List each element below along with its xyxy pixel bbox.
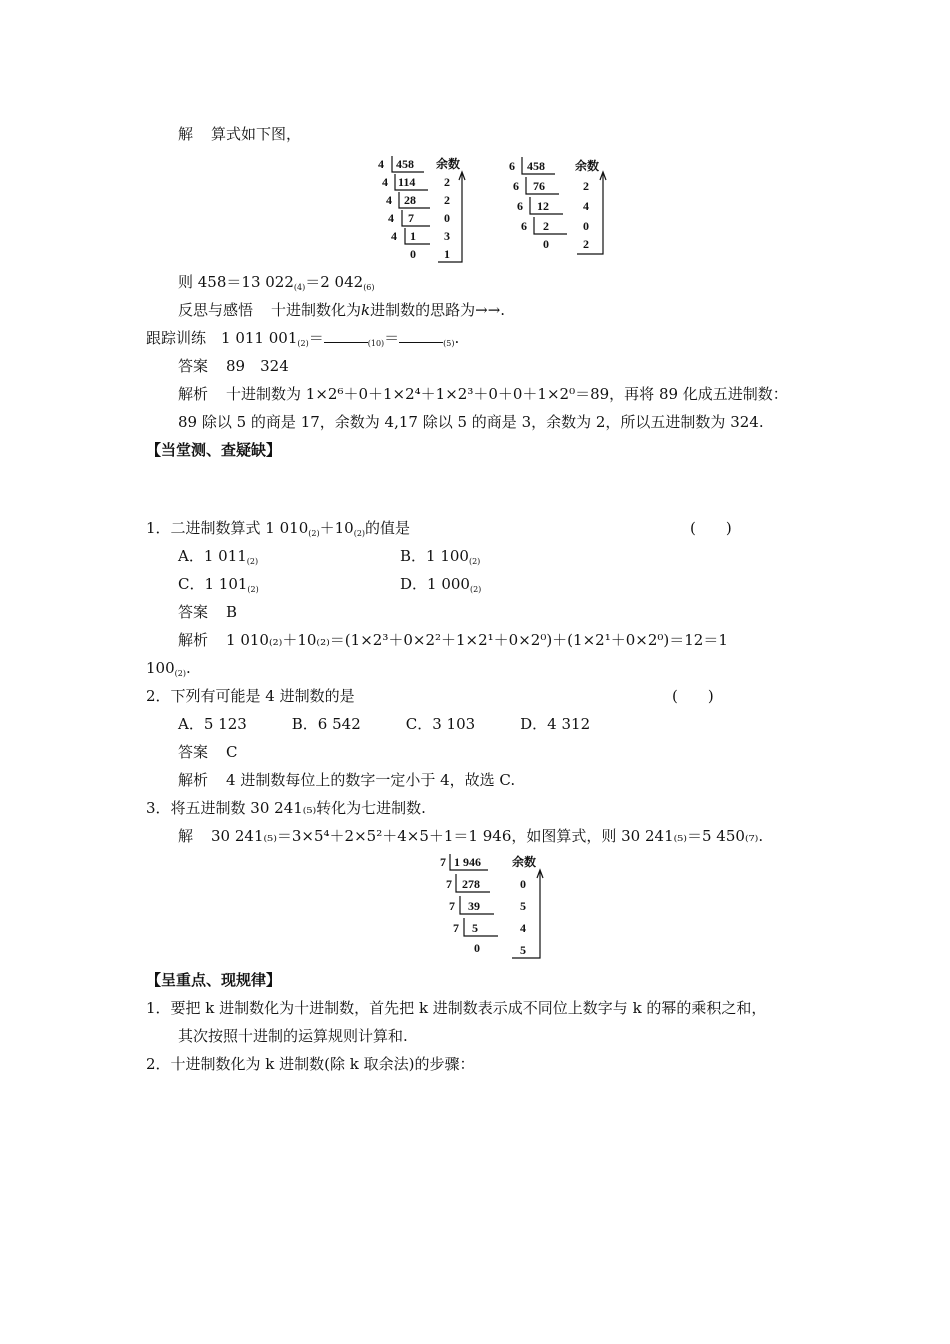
quotient: 278 (462, 877, 480, 891)
option-d[interactable] (400, 574, 481, 600)
division-bracket (402, 210, 430, 226)
division-bracket (534, 217, 567, 234)
option-b[interactable] (400, 546, 480, 572)
remainder: 2 (583, 179, 589, 193)
period: . (454, 329, 460, 347)
answer-value: C (226, 743, 238, 761)
reflection-text: 进制数的思路为→→. (370, 301, 506, 319)
q1-analysis (178, 630, 728, 650)
question-2-stem: 2．下列有可能是 4 进制数的是 (146, 687, 355, 705)
answer-label: 答案 (178, 357, 209, 375)
analysis-text: 100 (146, 659, 175, 677)
remainder: 1 (444, 247, 450, 261)
answer-blank[interactable] (399, 330, 443, 343)
answer-paren[interactable]: ( ) (672, 687, 714, 705)
remainder-arrow (577, 174, 603, 254)
tracking-sub: (5) (443, 339, 455, 348)
tracking-line (146, 328, 459, 354)
equals: ＝ (384, 329, 400, 347)
division-diagram-base4 (372, 152, 472, 264)
tracking-label: 跟踪训练 (146, 329, 207, 347)
answer-paren[interactable]: ( ) (690, 519, 732, 537)
summary-point-1: 1．要把 k 进制数化为十进制数，首先把 k 进制数表示成不同位上数字与 k 的幂的乘积之和， (146, 999, 767, 1017)
remainder: 4 (520, 921, 526, 935)
quotient: 39 (468, 899, 480, 913)
divisor: 4 (382, 175, 388, 189)
analysis-label: 解析 (178, 631, 209, 649)
remainder: 4 (583, 199, 589, 213)
tracking-analysis (178, 384, 788, 404)
result-sub: (4) (293, 283, 306, 292)
quotient: 1 (410, 229, 416, 243)
answer-value: B (226, 603, 238, 621)
divisor: 6 (517, 199, 523, 213)
quotient: 1 946 (454, 855, 481, 869)
q3-solution (178, 826, 763, 846)
option-text: C．1 101 (178, 575, 248, 593)
option-text: B．1 100 (400, 547, 469, 565)
q1-analysis-2 (146, 658, 191, 684)
division-bracket (405, 228, 430, 244)
q1-sub: (2) (353, 529, 366, 538)
answer-blank[interactable] (324, 330, 368, 343)
question-3-stem: 3．将五进制数 30 241₍₅₎转化为七进制数. (146, 799, 426, 817)
remainder-header: 余数 (575, 159, 600, 173)
tracking-answer (178, 356, 289, 376)
option-sub: (2) (468, 557, 481, 566)
divisor: 6 (513, 179, 519, 193)
option-sub: (2) (246, 557, 259, 566)
answer-label: 答案 (178, 743, 209, 761)
quotient: 0 (543, 237, 549, 251)
equals: ＝ (308, 329, 324, 347)
quotient: 2 (543, 219, 549, 233)
reflection-text: 十进制数化为 (271, 301, 362, 319)
q1-text: 的值是 (365, 519, 411, 537)
q2-answer (178, 742, 238, 762)
quotient: 0 (410, 247, 416, 261)
remainder: 5 (520, 943, 526, 957)
result-sub: (6) (363, 283, 375, 292)
analysis-text: 十进制数为 1×2⁶＋0＋1×2⁴＋1×2³＋0＋0＋1×2⁰＝89，再将 89 化成五进制数： (226, 385, 788, 403)
solution-text: 30 241₍₅₎＝3×5⁴＋2×5²＋4×5＋1＝1 946，如图算式，则 30 241₍₅₎＝5 450₍₇₎. (211, 827, 764, 845)
tracking-value: 1 011 001 (221, 329, 298, 347)
divisor: 7 (440, 855, 446, 869)
tracking-sub: (2) (297, 339, 309, 348)
result-mid: ＝2 042 (305, 273, 364, 291)
reflection-k: k (361, 301, 371, 319)
q2-options[interactable]: A．5 123 B．6 542 C．3 103 D．4 312 (178, 715, 591, 733)
remainder: 0 (444, 211, 450, 225)
solution-label: 解 (178, 125, 194, 143)
tracking-sub: (10) (367, 339, 385, 348)
q1-text: 1．二进制数算式 1 010 (146, 519, 309, 537)
result-prefix: 则 458＝13 022 (178, 273, 294, 291)
reflection-line (178, 300, 505, 320)
remainder-header: 余数 (512, 855, 537, 869)
division-diagram-base6 (505, 152, 615, 264)
quotient: 28 (404, 193, 416, 207)
reflection-label: 反思与感悟 (178, 301, 254, 319)
solution-line (178, 124, 301, 144)
solution-text: 算式如下图， (211, 125, 302, 143)
divisor: 4 (391, 229, 397, 243)
quotient: 114 (398, 175, 416, 189)
remainder: 0 (583, 219, 589, 233)
option-text: D．1 000 (400, 575, 470, 593)
question-1-stem (146, 518, 410, 544)
remainder: 2 (444, 193, 450, 207)
option-sub: (2) (247, 585, 259, 594)
quotient: 0 (474, 941, 480, 955)
summary-point-2: 2．十进制数化为 k 进制数(除 k 取余法)的步骤： (146, 1055, 475, 1073)
quotient: 458 (396, 157, 414, 171)
divisor: 4 (388, 211, 394, 225)
analysis-text: 1 010₍₂₎＋10₍₂₎＝(1×2³＋0×2²＋1×2¹＋0×2⁰)＋(1×2¹＋0×2⁰)＝12＝1 (226, 631, 728, 649)
section-heading: 【当堂测、查疑缺】 (146, 441, 282, 459)
q1-text: ＋10 (319, 519, 354, 537)
tracking-analysis-2: 89 除以 5 的商是 17，余数为 4,17 除以 5 的商是 3，余数为 2，所以五进制数为 324. (178, 413, 764, 431)
divisor: 6 (521, 219, 527, 233)
q1-sub: (2) (308, 529, 320, 538)
quotient: 5 (472, 921, 478, 935)
divisor: 4 (386, 193, 392, 207)
result-line (178, 272, 375, 298)
quotient: 458 (527, 159, 545, 173)
option-text: A．1 011 (178, 547, 247, 565)
divisor: 7 (453, 921, 459, 935)
quotient: 7 (408, 211, 414, 225)
answer-label: 答案 (178, 603, 209, 621)
remainder: 0 (520, 877, 526, 891)
remainder-arrow (438, 174, 462, 262)
analysis-text: 4 进制数每位上的数字一定小于 4，故选 C. (226, 771, 516, 789)
analysis-label: 解析 (178, 385, 209, 403)
divisor: 4 (378, 157, 384, 171)
answer-value: 89 324 (226, 357, 289, 375)
option-a[interactable] (178, 546, 258, 572)
remainder: 5 (520, 899, 526, 913)
division-diagram-base7 (434, 850, 554, 962)
option-sub: (2) (469, 585, 482, 594)
option-c[interactable] (178, 574, 259, 600)
summary-point-1-cont: 其次按照十进制的运算规则计算和. (178, 1027, 408, 1045)
remainder: 2 (444, 175, 450, 189)
divisor: 7 (449, 899, 455, 913)
quotient: 12 (537, 199, 549, 213)
division-bracket (464, 918, 498, 936)
remainder: 2 (583, 237, 589, 251)
solution-label: 解 (178, 827, 194, 845)
remainder: 3 (444, 229, 450, 243)
quotient: 76 (533, 179, 545, 193)
section-heading: 【呈重点、现规律】 (146, 971, 282, 989)
period: . (185, 659, 191, 677)
analysis-label: 解析 (178, 771, 209, 789)
remainder-header: 余数 (436, 157, 461, 171)
q1-answer (178, 602, 237, 622)
analysis-sub: (2) (174, 669, 186, 678)
q2-analysis (178, 770, 515, 790)
remainder-arrow (512, 872, 540, 958)
divisor: 6 (509, 159, 515, 173)
divisor: 7 (446, 877, 452, 891)
